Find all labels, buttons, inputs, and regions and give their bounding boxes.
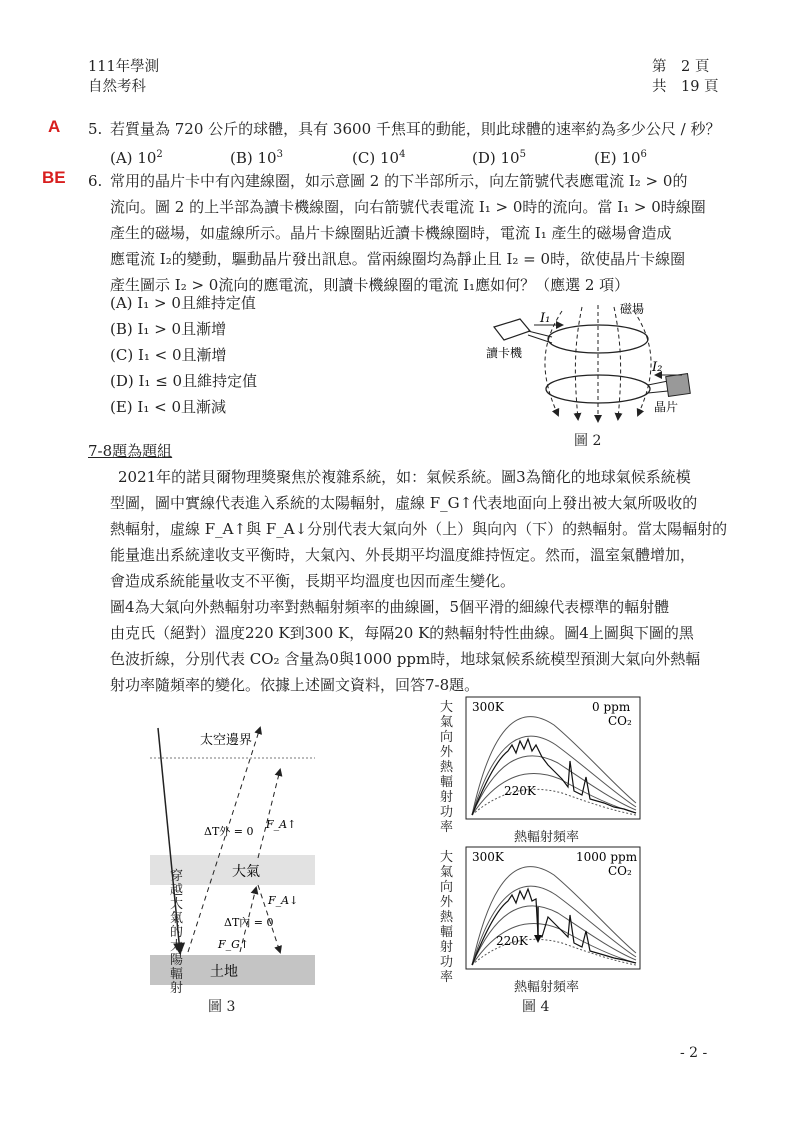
reader-label: 讀卡機 [486,346,523,360]
delta-t-outer: ΔT外 = 0 [204,825,254,838]
top-220k-label: 220K [504,784,536,798]
q5-option-d: (D) $10^5$ [472,149,526,167]
top-ppm-label: 0 ppm [592,700,631,714]
q6-options [110,290,257,420]
fa-up-arrow [258,770,280,858]
solar-radiation-label: 穿越大氣的太陽輻射 [170,869,184,996]
bottom-300k-label: 300K [472,850,504,864]
paragraph-line: 熱輻射，虛線 F_A↑與 F_A↓分別代表大氣向外（上）與向內（下）的熱輻射。當太陽輻射的 [110,520,728,538]
group-paragraph-1 [110,464,727,594]
q6-stem-line: 產生的磁場，如虛線所示。晶片卡線圈貼近讀卡機線圈時，電流 I₁ 產生的磁場會造成 [110,224,672,242]
i1-label: I₁ [540,311,551,326]
group-title: 7-8題為題組 [88,442,173,460]
q5-option-b: (B) $10^3$ [230,149,283,167]
bottom-220k-label: 220K [496,934,528,948]
page-number-label: 第 2 頁 [652,59,710,75]
q5-number: 5. [88,120,103,138]
delta-t-inner: ΔT內 = 0 [224,916,274,929]
chip-icon [666,374,691,397]
fig4-bottom-ylabel: 大氣向外熱輻射功率 [440,850,454,985]
bottom-ppm-label: 1000 ppm [576,850,638,864]
card-reader-icon [494,319,530,340]
figure-3-climate-model [140,720,320,990]
figure-4-caption: 圖 4 [522,999,550,1015]
i2-label: I₂ [652,360,663,375]
q5-answer-mark: A [48,117,61,136]
q6-stem-line: 產生圖示 I₂ > 0流向的應電流，則讀卡機線圈的電流 I₁應如何？（應選 2 項） [110,276,630,294]
paragraph-line: 射功率隨頻率的變化。依據上述圖文資料，回答7-8題。 [110,676,480,694]
paragraph-line: 能量進出系統達收支平衡時，大氣內、外長期平均溫度維持恆定。然而，溫室氣體增加， [110,546,696,564]
fig4-bottom-xlabel: 熱輻射頻率 [514,980,580,995]
figure-4-top-plot [464,695,644,825]
q6-option-a: (A) I₁ > 0且維持定值 [110,294,256,312]
paragraph-line: 圖4為大氣向外熱輻射功率對熱輻射頻率的曲線圖，5個平滑的細線代表標準的輻射體 [110,598,670,616]
top-gas-label: CO₂ [608,714,632,728]
q6-option-e: (E) I₁ < 0且漸減 [110,398,227,416]
paragraph-line: 會造成系統能量收支不平衡，長期平均溫度也因而產生變化。 [110,572,516,590]
paragraph-line: 型圖，圖中實線代表進入系統的太陽輻射，虛線 F_G↑代表地面向上發出被大氣所吸收的 [110,494,698,512]
fa-down-label: F_A↓ [268,894,299,907]
space-boundary-label: 太空邊界 [200,733,253,748]
q6-stem-line: 流向。圖 2 的上半部為讀卡機線圈，向右箭號代表電流 I₁ > 0時的流向。當 I₁ > 0時線圈 [110,198,706,216]
paragraph-line: 色波折線，分別代表 CO₂ 含量為0與1000 ppm時，地球氣候系統模型預測大氣向外熱輻 [110,650,701,668]
figure-2-caption: 圖 2 [574,433,602,449]
page-footer: - 2 - [680,1045,708,1061]
q5-option-e: (E) $10^6$ [594,149,647,167]
q6-number: 6. [88,172,103,190]
top-300k-label: 300K [472,700,504,714]
q6-answer-mark: BE [42,168,66,187]
bottom-gas-label: CO₂ [608,864,632,878]
paragraph-line: 由克氏（絕對）溫度220 K到300 K，每隔20 K的熱輻射特性曲線。圖4上圖與下圖的黑 [110,624,694,642]
q5-option-a: (A) $10^2$ [110,149,163,167]
q5-option-c: (C) $10^4$ [352,149,406,167]
fa-up-label: F_A↑ [266,818,297,831]
chip-label: 晶片 [654,400,679,414]
q6-option-b: (B) I₁ > 0且漸增 [110,320,227,338]
q6-stem [110,168,730,298]
ground-label: 土地 [210,964,238,980]
fg-up-label: F_G↑ [218,938,250,951]
atmosphere-label: 大氣 [232,864,260,880]
total-pages-label: 共 19 頁 [652,79,719,95]
figure-3-caption: 圖 3 [208,999,236,1015]
magnetic-field-label: 磁場 [620,302,645,316]
fig4-top-ylabel: 大氣向外熱輻射功率 [440,700,454,835]
group-paragraph-2 [110,594,700,698]
q6-option-c: (C) I₁ < 0且漸增 [110,346,227,364]
fig4-top-xlabel: 熱輻射頻率 [514,830,580,845]
exam-title: 111年學測 [88,59,160,75]
q5-stem: 若質量為 720 公斤的球體，具有 3600 千焦耳的動能，則此球體的速率約為多少公尺 / 秒？ [110,120,721,138]
paragraph-line: 2021年的諾貝爾物理獎聚焦於複雜系統，如：氣候系統。圖3為簡化的地球氣候系統模 [118,468,691,486]
figure-2-coils [470,295,710,450]
figure-4-bottom-plot [464,845,644,975]
q6-stem-line: 應電流 I₂的變動，驅動晶片發出訊息。當兩線圈均為靜止且 I₂ = 0時，欲使晶片卡線圈 [110,250,686,268]
q6-option-d: (D) I₁ ≤ 0且維持定值 [110,372,258,390]
q6-stem-line: 常用的晶片卡中有內建線圈，如示意圖 2 的下半部所示，向左箭號代表應電流 I₂ > 0的 [110,172,688,190]
subject-title: 自然考科 [88,79,146,95]
